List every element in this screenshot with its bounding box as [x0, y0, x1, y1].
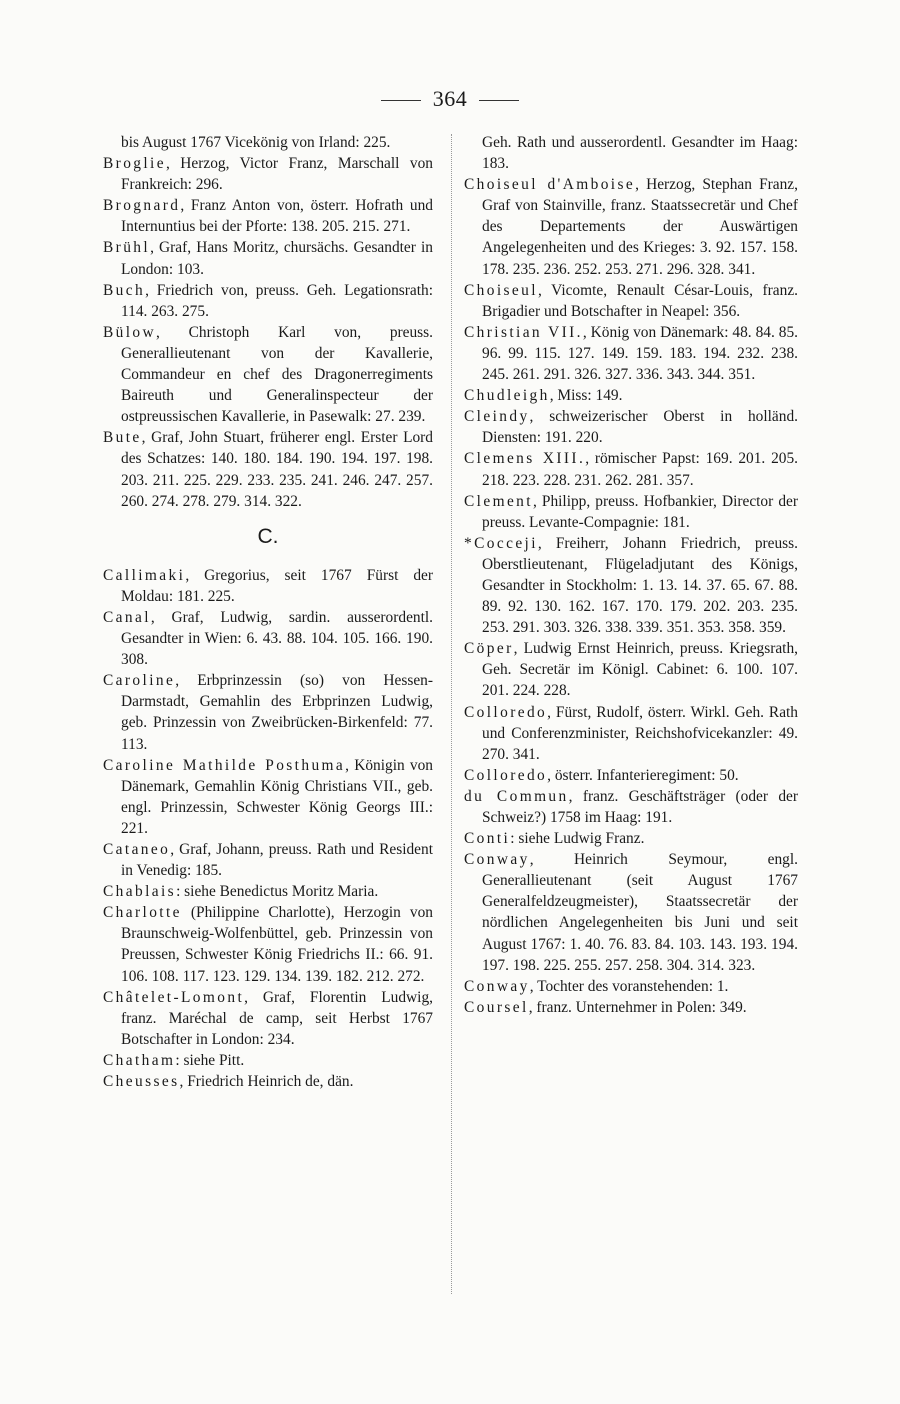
- entry-text: , franz. Unternehmer in Polen: 349.: [528, 998, 747, 1016]
- entry-name: Brognard: [103, 197, 181, 215]
- entry-name: Cleindy: [464, 408, 530, 426]
- index-entry: [103, 427, 433, 511]
- index-entry-continuation: [464, 132, 798, 174]
- column-divider: [451, 134, 452, 1294]
- entry-name: Colloredo: [464, 766, 548, 784]
- entry-name: Charlotte: [103, 904, 182, 922]
- entry-text: , Gregorius, seit 1767 Fürst der Moldau: 181. 225.: [121, 566, 433, 605]
- entry-name: Chablais: [103, 883, 177, 901]
- entry-name: Conway: [464, 851, 530, 869]
- right-column: [464, 132, 798, 1018]
- entry-text: , Franz Anton von, österr. Hofrath und Internuntius bei der Pforte: 138. 205. 215. 271.: [121, 197, 433, 236]
- entry-text: : siehe Pitt.: [175, 1051, 245, 1069]
- entry-name: Caroline Mathilde Posthuma: [103, 756, 346, 774]
- entry-name: Clemens XIII.: [464, 450, 586, 468]
- entry-name: Choiseul d'Amboise: [464, 176, 636, 194]
- entry-text: , Christoph Karl von, preuss. Generallieutenant von der Kavallerie, Commandeur en chef des Dragonerregiments Baireuth und Generalinspecteur der ostpreussischen Kavallerie, in Pasewalk: 27. 239.: [121, 323, 433, 426]
- index-entry: [464, 976, 798, 997]
- index-entry: [103, 755, 433, 839]
- entry-text: , Ludwig Ernst Heinrich, preuss. Kriegsrath, Geh. Secretär im Königl. Cabinet: 6. 100. 107. 201. 224. 228.: [482, 640, 798, 700]
- index-entry: [103, 1050, 433, 1071]
- index-entry: [103, 153, 433, 195]
- entry-text: , Graf, Florentin Ludwig, franz. Maréchal de camp, seit Herbst 1767 Botschafter in London: 234.: [121, 988, 433, 1048]
- entry-name: Buch: [103, 281, 146, 299]
- entry-text: , Fürst, Rudolf, österr. Wirkl. Geh. Rath und Conferenzminister, Reichshofvicekanzler: 49. 270. 341.: [482, 703, 798, 763]
- entry-name: Callimaki: [103, 566, 186, 584]
- index-entry: [103, 280, 433, 322]
- entry-name: Conti: [464, 830, 511, 848]
- index-entry: [103, 839, 433, 881]
- entry-text: , österr. Infanterieregiment: 50.: [547, 766, 739, 784]
- entry-text: , franz. Geschäftsträger (oder der Schweiz?) 1758 im Haag: 191.: [482, 787, 799, 826]
- index-entry: [464, 385, 798, 406]
- entry-name: Bute: [103, 429, 142, 447]
- entry-text: : siehe Benedictus Moritz Maria.: [176, 883, 379, 901]
- left-column: [103, 132, 433, 1092]
- entry-name: Caroline: [103, 672, 176, 690]
- entry-text: : siehe Ludwig Franz.: [510, 830, 645, 848]
- entry-text: , römischer Papst: 169. 201. 205. 218. 223. 228. 231. 262. 281. 357.: [482, 450, 798, 489]
- entry-text: , Miss: 149.: [549, 387, 623, 405]
- entry-name: Brühl: [103, 239, 151, 257]
- entry-text: , Heinrich Seymour, engl. Generallieutenant (seit August 1767 Generalfeldzeugmeister), Staatssecretär der nördlichen Angelegenheiten bis Juni und seit August 1767: 1. 40. 76. 83. 84. 103. 143. 193. 194. 197. 198. 225. 255. 257. 258. 304. 314. 323.: [482, 851, 798, 974]
- entry-name: Coursel: [464, 998, 529, 1016]
- header-rule-left: [381, 100, 421, 101]
- entry-text: , Graf, John Stuart, früherer engl. Erster Lord des Schatzes: 140. 180. 184. 190. 194. 197. 198. 203. 211. 225. 229. 233. 235. 241. 246. 247. 257. 260. 274. 278. 279. 314. 322.: [121, 429, 433, 510]
- entry-name: Cheusses: [103, 1073, 180, 1091]
- entry-name: Canal: [103, 608, 151, 626]
- index-entry: [464, 638, 798, 701]
- index-entry: [103, 322, 433, 427]
- entry-text: (Philippine Charlotte), Herzogin von Braunschweig-Wolfenbüttel, geb. Prinzessin von Preussen, Schwester König Friedrichs II.: 66. 91. 106. 108. 117. 123. 129. 134. 139. 182. 212. 272.: [121, 904, 433, 985]
- page-number: 364: [432, 86, 468, 111]
- index-entry-continuation: [103, 132, 433, 153]
- section-letter: C.: [257, 524, 279, 548]
- index-entry: [103, 881, 433, 902]
- entry-name: Chudleigh: [464, 387, 550, 405]
- page-header: [0, 86, 900, 112]
- entry-name: Cöper: [464, 640, 514, 658]
- entry-name: Clement: [464, 492, 533, 510]
- entry-name: Christian VII.: [464, 323, 583, 341]
- index-entry: [464, 997, 798, 1018]
- index-entry: [464, 448, 798, 490]
- entry-name: du Commun: [464, 787, 569, 805]
- index-entry: [103, 195, 433, 237]
- index-entry: [103, 987, 433, 1050]
- entry-text: , Königin von Dänemark, Gemahlin König Christians VII., geb. engl. Prinzessin, Schwester König Georgs III.: 221.: [121, 756, 434, 837]
- index-entry: [103, 1071, 433, 1092]
- entry-name: Châtelet-Lomont: [103, 988, 245, 1006]
- entry-text: , Graf, Johann, preuss. Rath und Resident in Venedig: 185.: [121, 841, 433, 880]
- entry-text: , Tochter des voranstehenden: 1.: [529, 977, 729, 995]
- entry-name: Conway: [464, 977, 530, 995]
- entry-text: , Herzog, Victor Franz, Marschall von Frankreich: 296.: [121, 155, 433, 194]
- entry-text: , Freiherr, Johann Friedrich, preuss. Oberstlieutenant, Flügeladjutant des Königs, Gesandter in Stockholm: 1. 13. 14. 37. 65. 67. 88. 89. 92. 130. 162. 167. 170. 179. 202. 203. 235. 253. 291. 303. 326. 338. 339. 351. 353. 358. 359.: [482, 534, 798, 637]
- entry-name: Bülow: [103, 323, 157, 341]
- entry-text: , Friedrich Heinrich de, dän.: [179, 1073, 354, 1091]
- entry-text: , Vicomte, Renault César-Louis, franz. Brigadier und Botschafter in Neapel: 356.: [482, 281, 798, 320]
- index-entry: [464, 702, 798, 765]
- entry-text: , Graf, Hans Moritz, chursächs. Gesandter in London: 103.: [121, 239, 433, 278]
- entry-name: *Cocceji: [464, 534, 538, 552]
- entry-text: , Herzog, Stephan Franz, Graf von Stainville, franz. Staatssecretär und Chef des Departements der Auswärtigen Angelegenheiten und des Krieges: 3. 92. 157. 158. 178. 235. 236. 252. 253. 271. 296. 328. 341.: [482, 176, 798, 278]
- index-entry: [464, 322, 798, 385]
- index-entry: [464, 786, 798, 828]
- entry-name: Chatham: [103, 1051, 176, 1069]
- entry-text: , schweizerischer Oberst in holländ. Diensten: 191. 220.: [482, 408, 798, 447]
- entry-text: , Philipp, preuss. Hofbankier, Director der preuss. Levante-Compagnie: 181.: [482, 492, 798, 531]
- index-entry: [103, 670, 433, 754]
- index-entry: [464, 849, 798, 976]
- entry-name: Cataneo: [103, 841, 171, 858]
- index-entry: [103, 237, 433, 279]
- entry-text: , Friedrich von, preuss. Geh. Legationsrath: 114. 263. 275.: [121, 281, 433, 320]
- index-entry: [103, 607, 433, 670]
- entry-name: Broglie: [103, 155, 166, 173]
- entry-text: , Graf, Ludwig, sardin. ausserordentl. Gesandter in Wien: 6. 43. 88. 104. 105. 166. 190. 308.: [121, 608, 433, 669]
- index-entry: [464, 491, 798, 533]
- header-rule-right: [479, 100, 519, 101]
- index-entry: [464, 406, 798, 448]
- entry-name: Choiseul: [464, 281, 538, 299]
- entry-name: Colloredo: [464, 703, 548, 721]
- index-entry: [103, 565, 433, 607]
- index-entry: [464, 765, 798, 786]
- entry-text: bis August 1767 Vicekönig von Irland: 225.: [121, 134, 391, 151]
- index-entry: [464, 174, 798, 279]
- index-entry: [103, 902, 433, 986]
- index-entry: [464, 533, 798, 638]
- entry-text: Geh. Rath und ausserordentl. Gesandter im Haag: 183.: [482, 134, 798, 173]
- entry-text: , Erbprinzessin (so) von Hessen-Darmstadt, Gemahlin des Erbprinzen Ludwig, geb. Prinzessin von Zweibrücken-Birkenfeld: 77. 113.: [121, 672, 433, 753]
- entry-text: , König von Dänemark: 48. 84. 85. 96. 99. 115. 127. 149. 159. 183. 194. 232. 238. 245. 261. 291. 326. 327. 336. 343. 344. 351.: [482, 323, 798, 384]
- index-entry: [464, 280, 798, 322]
- index-entry: [464, 828, 798, 849]
